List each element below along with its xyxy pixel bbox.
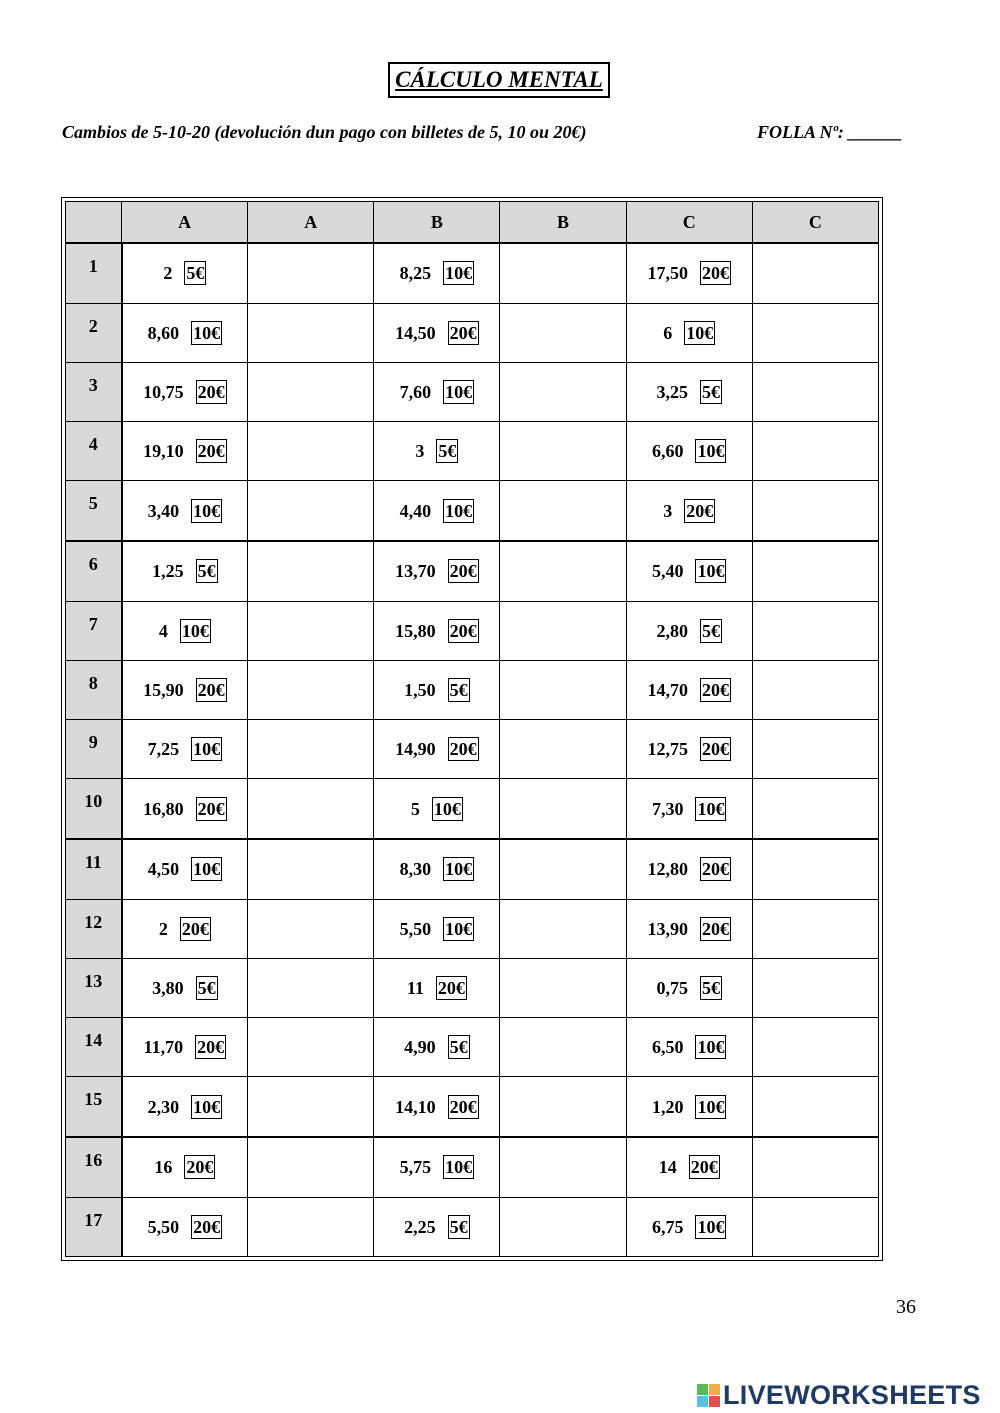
logo-mark-tile <box>697 1384 708 1395</box>
row-number: 8 <box>66 660 122 719</box>
table-row <box>66 541 879 601</box>
price-cell-c <box>626 1137 752 1197</box>
answer-cell-a[interactable] <box>248 839 374 899</box>
price-cell-c <box>626 839 752 899</box>
answer-cell-c[interactable] <box>752 839 878 899</box>
price-amount: 15,80 <box>395 620 436 641</box>
price-amount: 4,50 <box>147 859 180 880</box>
price-amount: 5,50 <box>147 1216 180 1237</box>
answer-cell-b[interactable] <box>500 243 626 303</box>
bill-value: 5€ <box>449 1216 468 1237</box>
title-box <box>388 62 610 98</box>
row-number: 4 <box>66 422 122 481</box>
price-cell-b <box>374 481 500 541</box>
bill-value: 20€ <box>701 739 729 760</box>
table-row <box>66 1077 879 1137</box>
answer-cell-b[interactable] <box>500 1137 626 1197</box>
bill-value: 10€ <box>445 263 473 284</box>
answer-cell-c[interactable] <box>752 899 878 958</box>
answer-cell-a[interactable] <box>248 899 374 958</box>
price-amount: 1,25 <box>152 561 184 582</box>
price-cell-c <box>626 541 752 601</box>
row-number: 2 <box>66 303 122 362</box>
price-cell-c <box>626 1018 752 1077</box>
table-row <box>66 303 879 362</box>
row-number: 3 <box>66 362 122 421</box>
bill-value: 20€ <box>449 739 477 760</box>
price-cell-a <box>122 481 248 541</box>
price-cell-a <box>122 958 248 1017</box>
price-cell-b <box>374 422 500 481</box>
price-amount: 1,20 <box>651 1096 684 1117</box>
price-cell-b <box>374 1077 500 1137</box>
price-amount: 4,40 <box>399 500 432 521</box>
price-amount: 17,50 <box>647 263 688 284</box>
answer-cell-a[interactable] <box>248 422 374 481</box>
price-cell-c <box>626 779 752 839</box>
answer-cell-a[interactable] <box>248 362 374 421</box>
answer-cell-b[interactable] <box>500 422 626 481</box>
logo-mark-tile <box>697 1396 708 1407</box>
answer-cell-c[interactable] <box>752 1077 878 1137</box>
header-b-problem: B <box>374 202 500 244</box>
answer-cell-c[interactable] <box>752 601 878 660</box>
bill-value: 20€ <box>449 620 477 641</box>
price-amount: 2,25 <box>404 1216 436 1237</box>
answer-cell-b[interactable] <box>500 1197 626 1256</box>
price-cell-c <box>626 660 752 719</box>
bill-value: 20€ <box>197 1037 225 1058</box>
bill-value: 10€ <box>445 500 473 521</box>
answer-cell-a[interactable] <box>248 779 374 839</box>
price-cell-b <box>374 243 500 303</box>
row-number: 9 <box>66 720 122 779</box>
header-row <box>66 202 879 244</box>
price-amount: 15,90 <box>143 680 184 700</box>
price-cell-b <box>374 779 500 839</box>
price-amount: 16 <box>154 1157 173 1178</box>
price-cell-c <box>626 1077 752 1137</box>
bill-value: 20€ <box>701 918 729 939</box>
price-amount: 2 <box>163 263 173 284</box>
row-number: 16 <box>66 1137 122 1197</box>
price-amount: 6,60 <box>651 441 684 462</box>
price-amount: 6,75 <box>651 1216 684 1237</box>
row-number: 12 <box>66 899 122 958</box>
table-row <box>66 779 879 839</box>
worksheet-table-frame <box>61 197 883 1261</box>
price-cell-a <box>122 541 248 601</box>
price-cell-a <box>122 779 248 839</box>
price-cell-a <box>122 303 248 362</box>
bill-value: 5€ <box>701 382 720 402</box>
answer-cell-c[interactable] <box>752 362 878 421</box>
header-a-answer: A <box>248 202 374 244</box>
table-row <box>66 958 879 1017</box>
row-number: 13 <box>66 958 122 1017</box>
logo-mark-tile <box>709 1384 720 1395</box>
table-row <box>66 422 879 481</box>
price-amount: 14,10 <box>395 1096 436 1117</box>
price-amount: 3,80 <box>152 978 184 998</box>
price-amount: 3 <box>415 441 425 462</box>
answer-cell-b[interactable] <box>500 303 626 362</box>
answer-cell-a[interactable] <box>248 1137 374 1197</box>
price-cell-b <box>374 720 500 779</box>
bill-value: 20€ <box>181 918 209 939</box>
answer-cell-c[interactable] <box>752 958 878 1017</box>
price-cell-a <box>122 362 248 421</box>
answer-cell-a[interactable] <box>248 1197 374 1256</box>
header-corner <box>66 202 122 244</box>
price-cell-b <box>374 1137 500 1197</box>
row-number: 7 <box>66 601 122 660</box>
sheet-number-field: FOLLA Nº: ______ <box>757 122 903 142</box>
answer-cell-a[interactable] <box>248 958 374 1017</box>
liveworksheets-logo <box>697 1380 981 1411</box>
bill-value: 20€ <box>197 680 225 700</box>
price-cell-c <box>626 303 752 362</box>
price-cell-b <box>374 303 500 362</box>
table-row <box>66 899 879 958</box>
price-cell-a <box>122 1197 248 1256</box>
table-row <box>66 720 879 779</box>
table-row <box>66 660 879 719</box>
answer-cell-b[interactable] <box>500 1077 626 1137</box>
answer-cell-b[interactable] <box>500 899 626 958</box>
answer-cell-c[interactable] <box>752 422 878 481</box>
bill-value: 10€ <box>445 859 473 880</box>
bill-value: 10€ <box>697 1096 725 1117</box>
price-cell-c <box>626 362 752 421</box>
answer-cell-a[interactable] <box>248 720 374 779</box>
row-number: 11 <box>66 839 122 899</box>
table-row <box>66 1018 879 1077</box>
price-amount: 16,80 <box>143 798 184 819</box>
bill-value: 10€ <box>433 798 461 819</box>
answer-cell-b[interactable] <box>500 720 626 779</box>
row-number: 1 <box>66 243 122 303</box>
answer-cell-c[interactable] <box>752 720 878 779</box>
header-c-problem: C <box>626 202 752 244</box>
subtitle: Cambios de 5-10-20 (devolución dun pago con billetes de 5, 10 ou 20€) <box>62 122 587 142</box>
answer-cell-a[interactable] <box>248 303 374 362</box>
price-amount: 14,70 <box>647 680 688 700</box>
answer-cell-b[interactable] <box>500 958 626 1017</box>
header-a-problem: A <box>122 202 248 244</box>
answer-cell-c[interactable] <box>752 243 878 303</box>
price-amount: 8,25 <box>399 263 432 284</box>
bill-value: 20€ <box>193 1216 221 1237</box>
price-amount: 7,25 <box>147 739 180 760</box>
bill-value: 10€ <box>697 441 725 462</box>
price-cell-b <box>374 1018 500 1077</box>
bill-value: 10€ <box>193 1096 221 1117</box>
bill-value: 20€ <box>701 680 729 700</box>
bill-value: 20€ <box>449 1096 477 1117</box>
worksheet-table <box>65 201 879 1257</box>
row-number: 15 <box>66 1077 122 1137</box>
bill-value: 10€ <box>697 798 725 819</box>
price-amount: 2,30 <box>147 1096 180 1117</box>
logo-mark-tile <box>709 1396 720 1407</box>
page-title: CÁLCULO MENTAL <box>395 67 603 92</box>
answer-cell-a[interactable] <box>248 243 374 303</box>
price-amount: 19,10 <box>143 441 184 462</box>
bill-value: 5€ <box>701 620 720 641</box>
answer-cell-c[interactable] <box>752 660 878 719</box>
bill-value: 5€ <box>449 1037 468 1058</box>
answer-cell-b[interactable] <box>500 481 626 541</box>
price-amount: 7,60 <box>399 382 432 402</box>
logo-text: LIVEWORKSHEETS <box>723 1380 981 1410</box>
table-row <box>66 481 879 541</box>
row-number: 14 <box>66 1018 122 1077</box>
price-cell-c <box>626 720 752 779</box>
price-cell-a <box>122 422 248 481</box>
bill-value: 20€ <box>197 382 225 402</box>
price-amount: 13,90 <box>647 918 688 939</box>
price-amount: 3,25 <box>656 382 688 402</box>
bill-value: 20€ <box>186 1157 214 1178</box>
price-amount: 14,90 <box>395 739 436 760</box>
row-number: 5 <box>66 481 122 541</box>
price-amount: 4 <box>158 620 168 641</box>
price-cell-b <box>374 839 500 899</box>
price-amount: 11 <box>406 978 424 998</box>
answer-cell-c[interactable] <box>752 541 878 601</box>
answer-cell-b[interactable] <box>500 1018 626 1077</box>
answer-cell-b[interactable] <box>500 660 626 719</box>
price-cell-b <box>374 541 500 601</box>
bill-value: 5€ <box>186 263 205 284</box>
bill-value: 20€ <box>197 441 225 462</box>
page-number: 36 <box>896 1296 916 1318</box>
bill-value: 20€ <box>701 263 729 284</box>
bill-value: 10€ <box>193 859 221 880</box>
bill-value: 20€ <box>690 1157 718 1178</box>
row-number: 6 <box>66 541 122 601</box>
answer-cell-c[interactable] <box>752 303 878 362</box>
answer-cell-b[interactable] <box>500 362 626 421</box>
price-amount: 5,40 <box>651 561 684 582</box>
answer-cell-a[interactable] <box>248 601 374 660</box>
bill-value: 5€ <box>449 680 468 700</box>
answer-cell-b[interactable] <box>500 601 626 660</box>
answer-cell-a[interactable] <box>248 481 374 541</box>
price-cell-a <box>122 839 248 899</box>
price-amount: 12,80 <box>647 859 688 880</box>
price-cell-c <box>626 1197 752 1256</box>
bill-value: 20€ <box>686 500 714 521</box>
price-amount: 5,75 <box>399 1157 432 1178</box>
bill-value: 10€ <box>181 620 209 641</box>
price-cell-b <box>374 899 500 958</box>
bill-value: 20€ <box>449 561 477 582</box>
price-cell-c <box>626 899 752 958</box>
answer-cell-c[interactable] <box>752 779 878 839</box>
price-cell-b <box>374 362 500 421</box>
price-cell-b <box>374 1197 500 1256</box>
bill-value: 10€ <box>193 500 221 521</box>
answer-cell-c[interactable] <box>752 1197 878 1256</box>
answer-cell-c[interactable] <box>752 1018 878 1077</box>
answer-cell-a[interactable] <box>248 660 374 719</box>
bill-value: 10€ <box>697 1216 725 1237</box>
bill-value: 5€ <box>701 978 720 998</box>
bill-value: 20€ <box>437 978 465 998</box>
price-amount: 3 <box>663 500 673 521</box>
price-cell-a <box>122 660 248 719</box>
bill-value: 20€ <box>197 798 225 819</box>
price-amount: 1,50 <box>404 680 436 700</box>
table-row <box>66 601 879 660</box>
price-amount: 2,80 <box>656 620 688 641</box>
bill-value: 10€ <box>697 561 725 582</box>
price-amount: 12,75 <box>647 739 688 760</box>
price-cell-a <box>122 1018 248 1077</box>
price-cell-c <box>626 243 752 303</box>
bill-value: 10€ <box>686 322 714 343</box>
bill-value: 5€ <box>197 561 216 582</box>
price-amount: 10,75 <box>143 382 184 402</box>
bill-value: 10€ <box>697 1037 725 1058</box>
answer-cell-b[interactable] <box>500 541 626 601</box>
header-c-answer: C <box>752 202 878 244</box>
bill-value: 10€ <box>193 739 221 760</box>
answer-cell-a[interactable] <box>248 541 374 601</box>
price-amount: 8,30 <box>399 859 432 880</box>
price-cell-b <box>374 958 500 1017</box>
price-amount: 5 <box>410 798 420 819</box>
price-amount: 2 <box>158 918 168 939</box>
price-amount: 14 <box>658 1157 677 1178</box>
price-cell-c <box>626 422 752 481</box>
table-row <box>66 1137 879 1197</box>
price-amount: 4,90 <box>404 1037 436 1058</box>
answer-cell-c[interactable] <box>752 481 878 541</box>
logo-mark-icon <box>697 1384 720 1407</box>
price-cell-c <box>626 481 752 541</box>
table-row <box>66 362 879 421</box>
price-cell-a <box>122 720 248 779</box>
price-cell-a <box>122 1137 248 1197</box>
table-row <box>66 1197 879 1256</box>
bill-value: 5€ <box>438 441 457 462</box>
price-cell-b <box>374 660 500 719</box>
bill-value: 10€ <box>445 1157 473 1178</box>
price-amount: 7,30 <box>651 798 684 819</box>
price-amount: 6,50 <box>651 1037 684 1058</box>
price-amount: 14,50 <box>395 322 436 343</box>
answer-cell-b[interactable] <box>500 779 626 839</box>
price-amount: 8,60 <box>147 322 180 343</box>
bill-value: 10€ <box>193 322 221 343</box>
price-amount: 13,70 <box>395 561 436 582</box>
price-amount: 6 <box>663 322 673 343</box>
price-amount: 5,50 <box>399 918 432 939</box>
answer-cell-a[interactable] <box>248 1018 374 1077</box>
table-row <box>66 839 879 899</box>
bill-value: 10€ <box>445 382 473 402</box>
table-row <box>66 243 879 303</box>
price-amount: 3,40 <box>147 500 180 521</box>
price-cell-a <box>122 601 248 660</box>
price-cell-c <box>626 958 752 1017</box>
price-amount: 11,70 <box>143 1037 184 1058</box>
header-b-answer: B <box>500 202 626 244</box>
answer-cell-c[interactable] <box>752 1137 878 1197</box>
bill-value: 5€ <box>197 978 216 998</box>
row-number: 17 <box>66 1197 122 1256</box>
price-cell-a <box>122 1077 248 1137</box>
bill-value: 20€ <box>701 859 729 880</box>
bill-value: 10€ <box>445 918 473 939</box>
bill-value: 20€ <box>449 322 477 343</box>
answer-cell-a[interactable] <box>248 1077 374 1137</box>
price-cell-c <box>626 601 752 660</box>
price-cell-a <box>122 899 248 958</box>
price-cell-a <box>122 243 248 303</box>
price-cell-b <box>374 601 500 660</box>
row-number: 10 <box>66 779 122 839</box>
price-amount: 0,75 <box>656 978 688 998</box>
answer-cell-b[interactable] <box>500 839 626 899</box>
